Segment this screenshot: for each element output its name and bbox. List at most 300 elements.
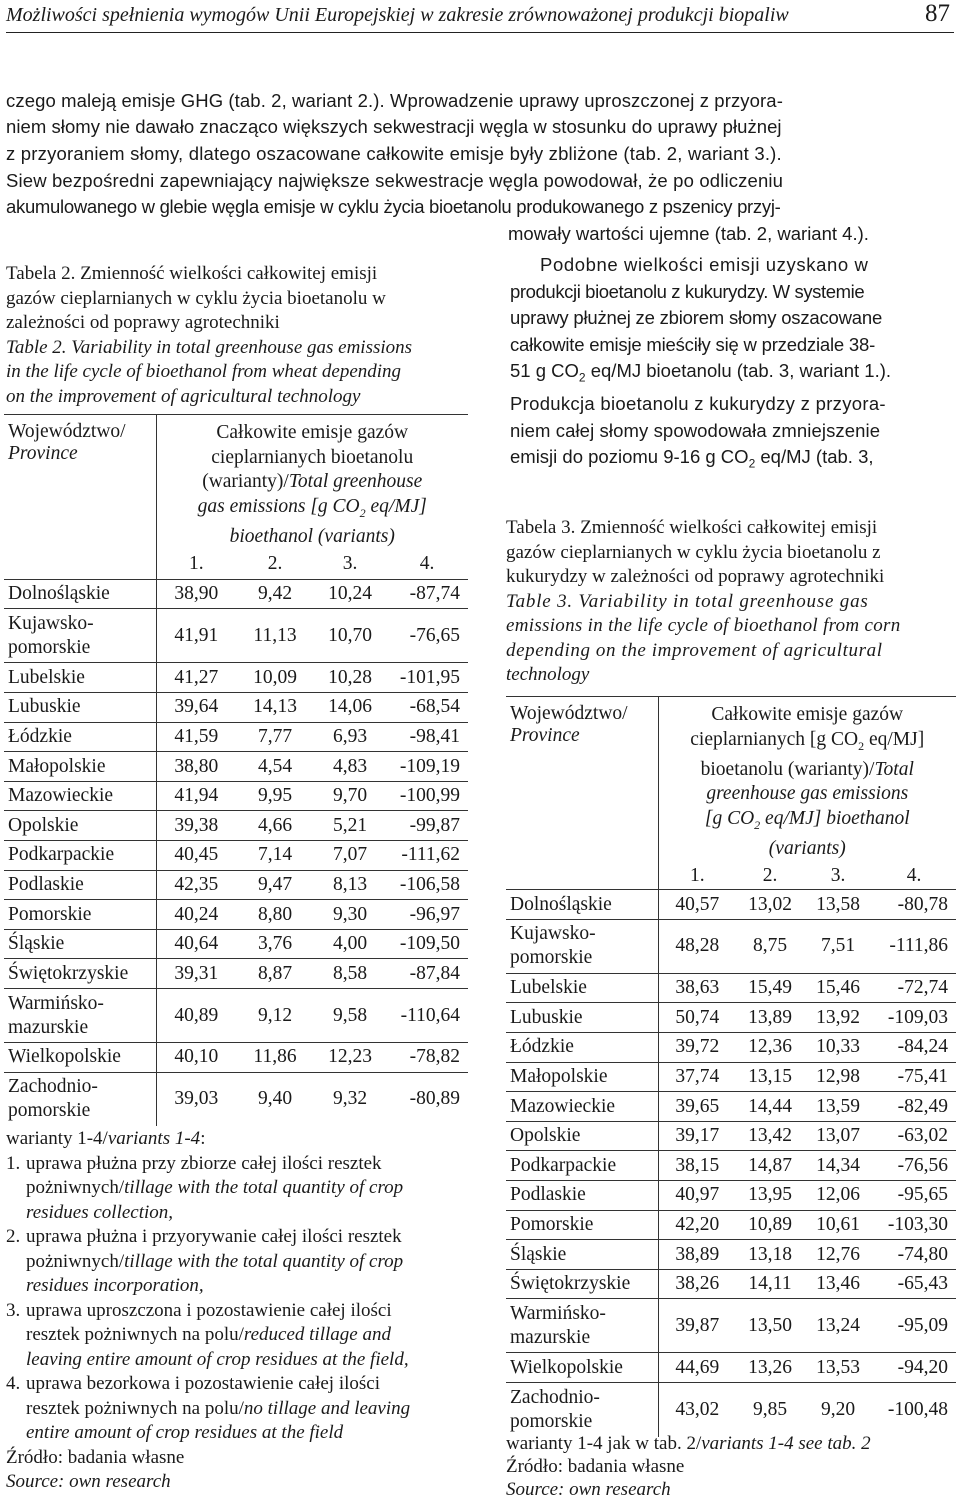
table-row xyxy=(4,900,468,930)
value-cell: 39,38 xyxy=(156,811,236,841)
table-row xyxy=(4,609,468,663)
province-name: Podkarpackie xyxy=(510,1154,617,1176)
province-name: Podlaskie xyxy=(8,873,84,895)
value-cell: -109,03 xyxy=(872,1003,956,1033)
province-name: Pomorskie xyxy=(8,903,92,925)
province-name: Dolnośląskie xyxy=(8,583,110,605)
variants-row xyxy=(4,549,468,579)
caption-line: in the life cycle of bioethanol from wheat depending xyxy=(6,361,402,382)
value-cell: 10,89 xyxy=(736,1210,804,1240)
value-cell: 39,03 xyxy=(156,1072,236,1126)
variants-row xyxy=(506,862,956,890)
province-name: pomorskie xyxy=(8,1100,91,1122)
variants-intro xyxy=(6,1127,470,1152)
value-cell: 12,06 xyxy=(804,1181,872,1211)
value-cell: -68,54 xyxy=(386,693,468,723)
province-name: Pomorskie xyxy=(510,1213,594,1235)
province-name: mazurskie xyxy=(510,1326,591,1348)
province-name: mazurskie xyxy=(8,1016,89,1038)
province-cell xyxy=(4,579,156,609)
value-cell: -76,65 xyxy=(386,609,468,663)
value-cell: 40,97 xyxy=(658,1181,736,1211)
caption-line: gazów cieplarnianych w cyklu życia bioetanolu w xyxy=(6,287,386,309)
province-cell xyxy=(4,722,156,752)
header-text: bioethanol (variants) xyxy=(229,525,395,547)
value-cell: 9,12 xyxy=(236,989,314,1043)
value-cell: -103,30 xyxy=(872,1210,956,1240)
province-cell xyxy=(4,959,156,989)
province-name: Łódzkie xyxy=(8,725,72,747)
header-text: Province xyxy=(8,443,78,464)
paragraph-line xyxy=(510,444,954,477)
table-row xyxy=(4,1072,468,1126)
table-row xyxy=(506,1151,956,1181)
caption-line: Table 3. Variability in total greenhouse gas xyxy=(506,590,869,612)
province-cell xyxy=(4,663,156,693)
note-text xyxy=(26,1323,470,1348)
value-cell: 38,63 xyxy=(658,973,736,1003)
province-header xyxy=(506,697,658,862)
value-cell: 9,85 xyxy=(736,1383,804,1437)
province-name: Kujawsko- xyxy=(8,612,94,634)
value-cell: 39,65 xyxy=(658,1092,736,1122)
note-text: uprawa płużna i przyorywanie całej ilości resztek xyxy=(26,1226,402,1247)
value-cell: 9,40 xyxy=(236,1072,314,1126)
note-text: variants 1-4 see tab. 2 xyxy=(701,1433,871,1454)
table-row xyxy=(506,1299,956,1353)
variant-label: 3. xyxy=(342,553,358,575)
value-cell: 10,33 xyxy=(804,1033,872,1063)
province-name: Podlaskie xyxy=(510,1184,586,1206)
value-cell: -96,97 xyxy=(386,900,468,930)
table-row xyxy=(506,1033,956,1063)
variant-note xyxy=(6,1152,470,1226)
value-cell: -74,80 xyxy=(872,1240,956,1270)
table-header-row xyxy=(4,415,468,550)
paragraph-line: uprawy płużnej ze zbiorem słomy oszacowane xyxy=(510,307,883,328)
province-name: Mazowieckie xyxy=(510,1095,616,1117)
province-cell xyxy=(506,1353,658,1383)
province-cell xyxy=(506,1003,658,1033)
value-cell: -110,64 xyxy=(386,989,468,1043)
variant-label: 3. xyxy=(830,864,846,886)
note-text: no tillage and leaving xyxy=(243,1397,411,1419)
variant-note xyxy=(6,1299,470,1373)
value-cell: 9,47 xyxy=(236,870,314,900)
value-cell: -94,20 xyxy=(872,1353,956,1383)
province-name: Lubuskie xyxy=(8,696,81,718)
caption-line: technology xyxy=(506,664,590,685)
table-row xyxy=(506,1003,956,1033)
province-name: Podkarpackie xyxy=(8,844,115,866)
province-name: pomorskie xyxy=(8,636,91,658)
value-cell: -100,48 xyxy=(872,1383,956,1437)
value-cell: -101,95 xyxy=(386,663,468,693)
header-text: Województwo/ xyxy=(510,703,628,724)
empty-cell xyxy=(4,549,156,579)
province-cell xyxy=(4,693,156,723)
value-cell: 12,76 xyxy=(804,1240,872,1270)
note-text: pożniwnych/ xyxy=(26,1250,125,1272)
value-cell: 15,46 xyxy=(804,973,872,1003)
province-cell xyxy=(4,781,156,811)
province-cell xyxy=(506,1299,658,1353)
value-cell: 9,95 xyxy=(236,781,314,811)
value-cell: -75,41 xyxy=(872,1062,956,1092)
paragraph-line: całkowite emisje mieściły się w przedziale 38- xyxy=(510,333,876,355)
header-text: [g CO xyxy=(704,807,755,829)
note-text: uprawa bezorkowa i pozostawienie całej ilości xyxy=(26,1373,380,1394)
province-name: Warmińsko- xyxy=(510,1302,606,1324)
text-run: eq/MJ bioetanolu (tab. 3, wariant 1.). xyxy=(585,360,892,381)
province-name: Zachodnio- xyxy=(8,1076,98,1098)
table-row xyxy=(4,752,468,782)
value-cell: 39,87 xyxy=(658,1299,736,1353)
table3 xyxy=(506,696,956,1437)
province-name: Wielkopolskie xyxy=(8,1046,121,1068)
province-cell xyxy=(506,1210,658,1240)
table-row xyxy=(4,811,468,841)
table-row xyxy=(506,1210,956,1240)
value-cell: 7,51 xyxy=(804,919,872,973)
value-cell: 39,31 xyxy=(156,959,236,989)
subscript: 2 xyxy=(858,738,865,753)
province-cell xyxy=(506,1121,658,1151)
value-cell: 40,57 xyxy=(658,890,736,920)
text-run: eq/MJ (tab. 3, xyxy=(755,446,874,468)
empty-cell xyxy=(506,862,658,890)
header-text: gas emissions [g CO xyxy=(197,495,360,517)
subscript: 2 xyxy=(754,817,761,832)
province-cell xyxy=(4,929,156,959)
source-en: Source: own research xyxy=(6,1471,171,1492)
value-cell: 13,95 xyxy=(736,1181,804,1211)
value-cell: 13,50 xyxy=(736,1299,804,1353)
value-cell: 38,26 xyxy=(658,1269,736,1299)
value-cell: 13,24 xyxy=(804,1299,872,1353)
value-cell: 8,75 xyxy=(736,919,804,973)
value-cell: -72,74 xyxy=(872,973,956,1003)
note-text: pożniwnych/ xyxy=(26,1177,125,1198)
province-cell xyxy=(506,1240,658,1270)
value-cell: 8,80 xyxy=(236,900,314,930)
value-cell: 38,15 xyxy=(658,1151,736,1181)
province-name: pomorskie xyxy=(510,947,593,969)
header-text: eq/MJ] xyxy=(365,495,427,517)
value-cell: 8,58 xyxy=(314,959,386,989)
emissions-header xyxy=(658,697,956,862)
running-head xyxy=(6,2,954,33)
table-row xyxy=(506,1181,956,1211)
value-cell: 13,18 xyxy=(736,1240,804,1270)
table2-body xyxy=(4,579,468,1126)
value-cell: 9,32 xyxy=(314,1072,386,1126)
body-text-line: niem słomy nie dawało znacząco większych sekwestracji węgla w stosunku do uprawy płużnej xyxy=(6,116,782,137)
province-name: Lubelskie xyxy=(8,666,85,688)
province-name: Śląskie xyxy=(8,933,65,955)
note-number: 2. xyxy=(6,1226,21,1247)
value-cell: 9,58 xyxy=(314,989,386,1043)
header-text: eq/MJ] xyxy=(864,728,925,750)
table-row xyxy=(506,1062,956,1092)
province-cell xyxy=(506,1062,658,1092)
value-cell: -84,24 xyxy=(872,1033,956,1063)
value-cell: 9,42 xyxy=(236,579,314,609)
province-cell xyxy=(506,1269,658,1299)
paragraph-line: Produkcja bioetanolu z kukurydzy z przyora- xyxy=(510,393,886,415)
variant-note xyxy=(6,1372,470,1446)
note-number: 3. xyxy=(6,1299,21,1321)
variant-note xyxy=(6,1225,470,1299)
value-cell: 14,44 xyxy=(736,1092,804,1122)
table-row xyxy=(4,722,468,752)
province-name: Opolskie xyxy=(8,814,79,836)
value-cell: 37,74 xyxy=(658,1062,736,1092)
value-cell: 38,90 xyxy=(156,579,236,609)
variants-note xyxy=(506,1432,956,1455)
value-cell: 50,74 xyxy=(658,1003,736,1033)
value-cell: -87,74 xyxy=(386,579,468,609)
province-cell xyxy=(4,900,156,930)
body-text-line: akumulowanego w glebie węgla emisje w cyklu życia bioetanolu produkowanego z pszenicy przyj- xyxy=(6,196,781,217)
value-cell: 8,87 xyxy=(236,959,314,989)
value-cell: 7,14 xyxy=(236,841,314,871)
value-cell: -100,99 xyxy=(386,781,468,811)
table-row xyxy=(506,1269,956,1299)
province-name: Wielkopolskie xyxy=(510,1356,623,1378)
province-cell xyxy=(506,919,658,973)
value-cell: 14,11 xyxy=(736,1269,804,1299)
province-cell xyxy=(4,811,156,841)
value-cell: -106,58 xyxy=(386,870,468,900)
table2 xyxy=(4,414,468,1126)
notes-list xyxy=(6,1152,470,1446)
province-cell xyxy=(4,1072,156,1126)
value-cell: 13,42 xyxy=(736,1121,804,1151)
note-text: reduced tillage and xyxy=(243,1324,391,1345)
value-cell: 3,76 xyxy=(236,929,314,959)
caption-line: Table 2. Variability in total greenhouse gas emissions xyxy=(6,336,413,358)
table-row xyxy=(4,959,468,989)
value-cell: 40,89 xyxy=(156,989,236,1043)
subscript: 2 xyxy=(578,370,586,385)
table-row xyxy=(4,929,468,959)
province-cell xyxy=(4,1043,156,1073)
header-text: cieplarnianych [g CO xyxy=(690,728,859,750)
note-text: tillage with the total quantity of crop xyxy=(124,1250,404,1272)
value-cell: 13,46 xyxy=(804,1269,872,1299)
value-cell: 14,06 xyxy=(314,693,386,723)
value-cell: 10,09 xyxy=(236,663,314,693)
table-row xyxy=(4,989,468,1043)
header-text: bioetanolu (warianty)/ xyxy=(700,758,875,780)
province-name: Małopolskie xyxy=(510,1065,608,1087)
table-row xyxy=(4,841,468,871)
note-text: resztek pożniwnych na polu/ xyxy=(26,1397,244,1419)
value-cell: 40,10 xyxy=(156,1043,236,1073)
table-row xyxy=(506,1353,956,1383)
header-text: Total xyxy=(874,758,914,780)
paragraph-line: produkcji bioetanolu z kukurydzy. W systemie xyxy=(510,280,865,302)
note-text: warianty 1-4 jak w tab. 2/ xyxy=(506,1433,702,1454)
province-name: Lubelskie xyxy=(510,977,587,999)
value-cell: 10,28 xyxy=(314,663,386,693)
province-name: Małopolskie xyxy=(8,755,106,777)
value-cell: -63,02 xyxy=(872,1121,956,1151)
table-row xyxy=(506,890,956,920)
value-cell: -99,87 xyxy=(386,811,468,841)
note-text: residues collection, xyxy=(26,1201,174,1223)
value-cell: 4,00 xyxy=(314,929,386,959)
value-cell: 14,87 xyxy=(736,1151,804,1181)
header-text: cieplarnianych bioetanolu xyxy=(211,446,414,468)
caption-line: Tabela 3. Zmienność wielkości całkowitej emisji xyxy=(506,517,878,538)
value-cell: -87,84 xyxy=(386,959,468,989)
table-row xyxy=(506,973,956,1003)
province-name: Dolnośląskie xyxy=(510,893,612,915)
header-text: (warianty)/ xyxy=(202,471,289,492)
value-cell: -78,82 xyxy=(386,1043,468,1073)
note-text xyxy=(26,1250,470,1275)
note-text: residues incorporation, xyxy=(26,1275,204,1296)
value-cell: 12,23 xyxy=(314,1043,386,1073)
value-cell: 12,98 xyxy=(804,1062,872,1092)
table-row xyxy=(4,663,468,693)
value-cell: 38,89 xyxy=(658,1240,736,1270)
header-text: Province xyxy=(510,725,580,746)
header-text: eq/MJ] bioethanol xyxy=(760,807,910,829)
source-en: Source: own research xyxy=(506,1479,671,1500)
value-cell: 4,66 xyxy=(236,811,314,841)
note-number: 4. xyxy=(6,1373,21,1394)
value-cell: -109,50 xyxy=(386,929,468,959)
table-row xyxy=(4,1043,468,1073)
value-cell: 11,86 xyxy=(236,1043,314,1073)
province-cell xyxy=(506,1181,658,1211)
value-cell: 13,92 xyxy=(804,1003,872,1033)
value-cell: 9,70 xyxy=(314,781,386,811)
table-row xyxy=(506,919,956,973)
province-name: Mazowieckie xyxy=(8,785,114,807)
value-cell: 5,21 xyxy=(314,811,386,841)
note-text: leaving entire amount of crop residues at the field, xyxy=(26,1348,409,1370)
value-cell: -80,89 xyxy=(386,1072,468,1126)
value-cell: 38,80 xyxy=(156,752,236,782)
value-cell: 13,07 xyxy=(804,1121,872,1151)
text-run: emisji do poziomu 9-16 g CO xyxy=(510,446,749,468)
header-text: (variants) xyxy=(768,838,846,860)
value-cell: 40,24 xyxy=(156,900,236,930)
table-row xyxy=(506,1092,956,1122)
value-cell: 14,13 xyxy=(236,693,314,723)
source-pl: Źródło: badania własne xyxy=(6,1446,185,1468)
table-row xyxy=(4,870,468,900)
caption-line: kukurydzy w zależności od poprawy agrotechniki xyxy=(506,566,885,587)
value-cell: 6,93 xyxy=(314,722,386,752)
note-text: uprawa płużna przy zbiorze całej ilości resztek xyxy=(26,1152,382,1174)
value-cell: 14,34 xyxy=(804,1151,872,1181)
header-text: Całkowite emisje gazów xyxy=(711,704,904,725)
value-cell: 13,15 xyxy=(736,1062,804,1092)
variant-label: 2. xyxy=(267,553,283,575)
table-row xyxy=(4,781,468,811)
province-cell xyxy=(506,1092,658,1122)
value-cell: 9,30 xyxy=(314,900,386,930)
table3-notes xyxy=(506,1432,956,1501)
note-text: warianty 1-4/ xyxy=(6,1128,108,1149)
value-cell: -76,56 xyxy=(872,1151,956,1181)
value-cell: 39,64 xyxy=(156,693,236,723)
note-number: 1. xyxy=(6,1152,21,1174)
value-cell: 42,35 xyxy=(156,870,236,900)
province-header xyxy=(4,415,156,550)
province-cell xyxy=(4,870,156,900)
table3-body xyxy=(506,890,956,1437)
province-cell xyxy=(506,890,658,920)
value-cell: 13,53 xyxy=(804,1353,872,1383)
header-text: Total greenhouse xyxy=(288,471,423,492)
province-cell xyxy=(4,609,156,663)
running-title: Możliwości spełnienia wymogów Unii Europejskiej w zakresie zrównoważonej produkcji biopaliw xyxy=(6,4,789,26)
value-cell: 4,54 xyxy=(236,752,314,782)
value-cell: 12,36 xyxy=(736,1033,804,1063)
province-cell xyxy=(4,841,156,871)
paragraph-line: Podobne wielkości emisji uzyskano w xyxy=(540,254,869,275)
province-name: Lubuskie xyxy=(510,1006,583,1028)
value-cell: 7,07 xyxy=(314,841,386,871)
value-cell: -80,78 xyxy=(872,890,956,920)
value-cell: -109,19 xyxy=(386,752,468,782)
value-cell: 8,13 xyxy=(314,870,386,900)
note-text: tillage with the total quantity of crop xyxy=(124,1177,404,1198)
note-text xyxy=(26,1397,470,1422)
note-text: variants 1-4 xyxy=(107,1128,201,1149)
value-cell: 13,02 xyxy=(736,890,804,920)
header-text: Całkowite emisje gazów xyxy=(216,422,409,443)
caption-line: on the improvement of agricultural technology xyxy=(6,385,361,407)
note-text: resztek pożniwnych na polu/ xyxy=(26,1324,244,1345)
table-row xyxy=(4,693,468,723)
province-name: Świętokrzyskie xyxy=(8,962,129,984)
note-text xyxy=(26,1176,470,1201)
header-text: Województwo/ xyxy=(8,421,126,442)
value-cell: 7,77 xyxy=(236,722,314,752)
variant-label: 4. xyxy=(906,864,922,886)
value-cell: 10,24 xyxy=(314,579,386,609)
page-number: 87 xyxy=(925,0,950,27)
province-cell xyxy=(506,1033,658,1063)
table-row xyxy=(506,1383,956,1437)
caption-line: Tabela 2. Zmienność wielkości całkowitej emisji xyxy=(6,263,378,284)
province-name: Warmińsko- xyxy=(8,992,104,1014)
body-text-line: z przyoraniem słomy, dlatego oszacowane całkowite emisje były zbliżone (tab. 2, wariant 3.). xyxy=(6,143,782,164)
table-header-row xyxy=(506,697,956,862)
note-text: uprawa uproszczona i pozostawienie całej ilości xyxy=(26,1299,392,1321)
value-cell: 13,58 xyxy=(804,890,872,920)
value-cell: -98,41 xyxy=(386,722,468,752)
caption-line: emissions in the life cycle of bioethanol from corn xyxy=(506,615,901,636)
province-cell xyxy=(4,752,156,782)
province-cell xyxy=(506,1383,658,1437)
variant-label: 4. xyxy=(419,553,435,575)
variant-label: 2. xyxy=(762,864,778,886)
value-cell: 13,26 xyxy=(736,1353,804,1383)
caption-line: gazów cieplarnianych w cyklu życia bioetanolu z xyxy=(506,541,881,563)
note-text: entire amount of crop residues at the field xyxy=(26,1422,344,1443)
note-text: : xyxy=(200,1128,206,1149)
value-cell: 39,72 xyxy=(658,1033,736,1063)
table-row xyxy=(506,1240,956,1270)
